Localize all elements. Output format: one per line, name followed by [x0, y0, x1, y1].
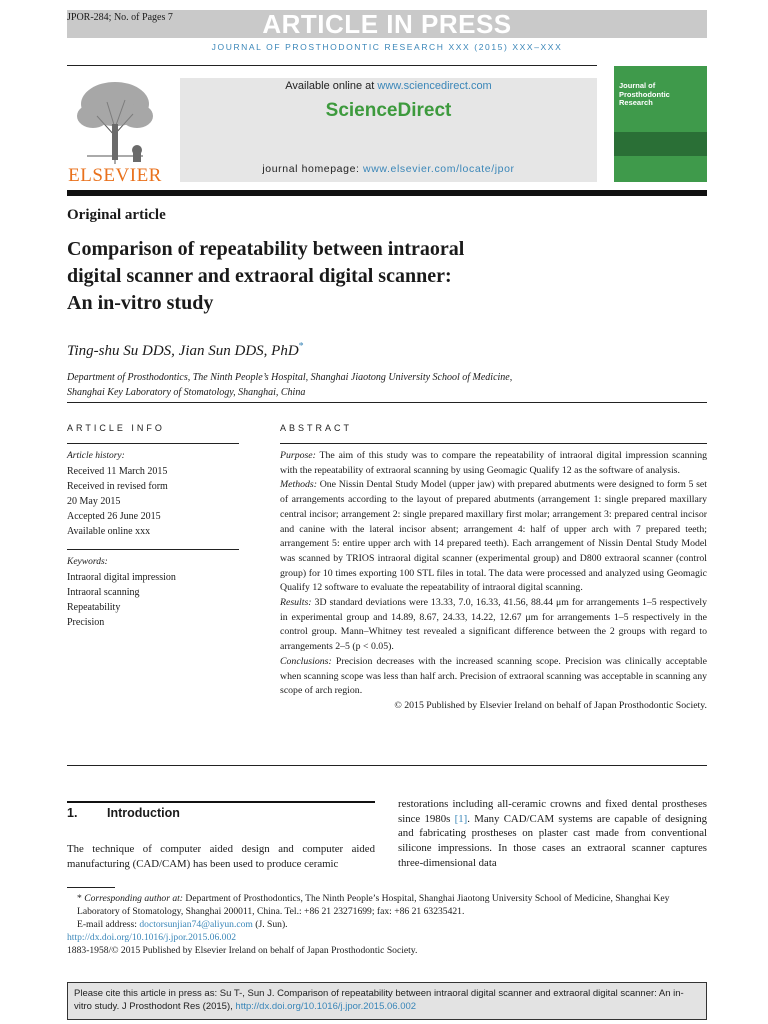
keyword-item: Precision: [67, 617, 105, 628]
abstract-heading: ABSTRACT: [280, 423, 353, 433]
section-rule: [67, 801, 375, 803]
keyword-item: Intraoral digital impression: [67, 572, 176, 583]
keywords-label: Keywords:: [67, 557, 108, 567]
intro-right-column: [398, 797, 707, 871]
title-line: An in-vitro study: [67, 292, 214, 314]
article-info-heading: ARTICLE INFO: [67, 423, 165, 433]
journal-homepage-line: [180, 163, 597, 175]
issn-line: 1883-1958/© 2015 Published by Elsevier Ireland on behalf of Japan Prosthodontic Society.: [67, 945, 418, 956]
sciencedirect-link[interactable]: www.sciencedirect.com: [377, 80, 492, 92]
methods-text: One Nissin Dental Study Model (upper jaw) with prepared abutments were designed to form 5 set of arrangements according to the layout of prepared abutments (arrangement 1: single prepared maxillary central incisor; arrangement 2: single prepared maxillary first molar; arrangement 3: prepared central incisor and canine with the lateral incisor absent; arrangement 4: half of upper arch with 7 prepared teeth; arrangement 5: entire upper arch with 14 prepared teeth). Each arrangement of Nissin Dental Study Model was scanned by TRIOS intraoral digital scanner (experimental group) and D800 extraoral scanner (control group) for 10 times exporting 100 STL files in total. The data were processed and analyzed using Geomagic Qualify 12 software to evaluate the repeatability of intraoral digital scanning.: [280, 479, 707, 594]
citation-doi-link[interactable]: http://dx.doi.org/10.1016/j.jpor.2015.06.002: [235, 1001, 417, 1012]
section-title: Introduction: [107, 806, 180, 820]
journal-running-title: JOURNAL OF PROSTHODONTIC RESEARCH XXX (2015) XXX–XXX: [211, 42, 563, 52]
affiliation: [67, 370, 707, 400]
footnotes: [67, 892, 707, 957]
journal-cover-image: [614, 66, 707, 182]
keywords-rule: [67, 549, 239, 550]
abstract-methods: [280, 478, 707, 596]
introduction-heading: [67, 806, 180, 820]
intro-text: . Many CAD/CAM systems are capable of designing and fabricating prostheses on plaster cast made from conventional silicone impressions. In those cases an extraoral scanner captures three-dimensional data: [398, 812, 707, 869]
corresponding-author-mark[interactable]: *: [298, 341, 304, 352]
cover-image-band: [614, 132, 707, 156]
author-list: [67, 341, 304, 360]
corresponding-author-note: [67, 892, 707, 918]
section-number: 1.: [67, 806, 78, 820]
affiliation-line: Shanghai Key Laboratory of Stomatology, Shanghai, China: [67, 387, 306, 398]
reference-link[interactable]: [1]: [454, 812, 468, 825]
title-line: digital scanner and extraoral digital scanner:: [67, 265, 452, 287]
affiliation-line: Department of Prosthodontics, The Ninth People’s Hospital, Shanghai Jiaotong University School of Medicine,: [67, 372, 513, 383]
abstract-rule: [280, 443, 707, 444]
intro-left-column: The technique of computer aided design and computer aided manufacturing (CAD/CAM) has been used to produce ceramic: [67, 843, 375, 870]
footnote-mark: *: [77, 893, 82, 904]
email-link[interactable]: doctorsunjian74@aliyun.com: [139, 919, 253, 930]
header-divider: [67, 65, 597, 66]
keyword-item: Repeatability: [67, 602, 121, 613]
abstract-copyright: © 2015 Published by Elsevier Ireland on behalf of Japan Prosthodontic Society.: [394, 699, 707, 711]
footnote-rule: [67, 887, 115, 888]
keyword-item: Intraoral scanning: [67, 587, 140, 598]
history-item: Available online xxx: [67, 526, 151, 537]
email-note: [67, 918, 707, 931]
corresponding-text: Department of Prosthodontics, The Ninth People’s Hospital, Shanghai Jiaotong University School of Medicine, Shanghai Key Laboratory of Stomatology, Shanghai 200011, China. Tel.: +86 21 23271699; fax: +86 21 63235421.: [77, 893, 670, 917]
availability-line: [180, 80, 597, 92]
doi-link[interactable]: http://dx.doi.org/10.1016/j.jpor.2015.06.002: [67, 932, 237, 943]
history-item: Received 11 March 2015: [67, 466, 168, 477]
abstract-purpose: [280, 449, 707, 478]
results-text: 3D standard deviations were 13.33, 7.0, 16.33, 41.56, 88.44 μm for arrangements 1–5 respectively in experimental group and 14.89, 8.67, 24.33, 14.22, 12.67 μm for arrangements 1–5 respectively in the control group. Mann–Whitney test revealed a significant difference between the 2 groups with regard to arrangements 2–5 (p < 0.05).: [280, 597, 708, 653]
header-heavy-rule: [67, 190, 707, 196]
article-info-rule: [67, 443, 239, 444]
abstract-conclusions: [280, 655, 707, 699]
article-in-press-text: ARTICLE IN PRESS: [262, 8, 512, 39]
homepage-prefix: journal homepage:: [262, 163, 364, 175]
title-line: Comparison of repeatability between intraoral: [67, 238, 465, 260]
sciencedirect-logo: ScienceDirect: [325, 100, 452, 121]
article-title: [67, 236, 627, 317]
purpose-text: The aim of this study was to compare the repeatability of intraoral digital impression scanning with the repeatability of extraoral scanning by using Geomagic Qualify 12 as the software of analysis.: [280, 450, 707, 476]
email-suffix: (J. Sun).: [252, 919, 288, 930]
methods-label: Methods:: [280, 479, 318, 491]
conclusions-text: Precision decreases with the increased scanning scope. Precision was clinically acceptable when scanning scope was less than half arch. Precision of extraoral scanning was acceptable in scanning any scope of arch region.: [280, 655, 707, 697]
history-item: 20 May 2015: [67, 496, 121, 507]
journal-homepage-link[interactable]: www.elsevier.com/locate/jpor: [363, 163, 515, 175]
cover-title: Journal of Prosthodontic Research: [619, 81, 670, 107]
intro-text: restorations including all-ceramic crowns and fixed dental prostheses since 1980s: [398, 798, 707, 825]
affiliation-divider: [67, 402, 707, 403]
corresponding-label: Corresponding author at:: [84, 893, 183, 904]
abstract-bottom-rule: [67, 765, 707, 766]
abstract-results: [280, 596, 707, 655]
citation-box: [67, 982, 707, 1020]
history-item: Accepted 26 June 2015: [67, 511, 161, 522]
abstract-body: [280, 449, 707, 714]
results-label: Results:: [280, 597, 312, 609]
doi-line: [67, 931, 707, 944]
keywords: [67, 555, 239, 630]
history-label: Article history:: [67, 451, 125, 461]
history-item: Received in revised form: [67, 481, 168, 492]
elsevier-wordmark: ELSEVIER: [68, 165, 162, 186]
authors-text: Ting-shu Su DDS, Jian Sun DDS, PhD: [67, 343, 299, 359]
purpose-label: Purpose:: [280, 450, 316, 461]
availability-prefix: Available online at: [285, 80, 378, 92]
citation-text: Please cite this article in press as: Su T-, Sun J. Comparison of repeatability between intraoral digital scanner and extraoral digital scanner: An in-vitro study. J Prosthodont Res (2015),: [74, 988, 684, 1012]
conclusions-label: Conclusions:: [280, 655, 332, 667]
article-type: Original article: [67, 207, 166, 223]
manuscript-ref-tag: JPOR-284; No. of Pages 7: [67, 12, 173, 23]
article-history: [67, 449, 239, 539]
email-label: E-mail address:: [77, 919, 140, 930]
